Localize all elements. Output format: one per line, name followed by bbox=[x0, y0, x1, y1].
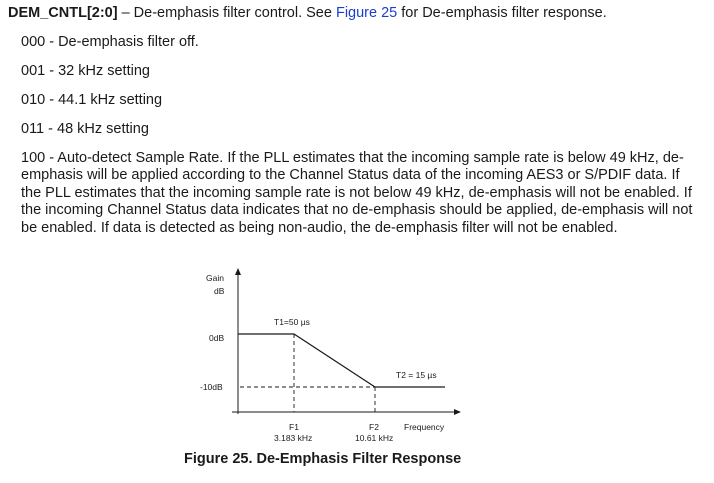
heading-description: – De-emphasis filter control. See bbox=[117, 5, 336, 21]
t1-label: T1=50 µs bbox=[274, 317, 310, 327]
x-axis-arrow bbox=[454, 409, 461, 415]
level-minus10db-label: -10dB bbox=[200, 382, 223, 392]
register-heading bbox=[8, 4, 607, 22]
y-axis-label-db: dB bbox=[214, 286, 225, 296]
f1-value: 3.183 kHz bbox=[274, 433, 313, 443]
paragraph-line: emphasis will be applied according to the Channel Status data of the incoming AES3 or S/PDIF data. If bbox=[21, 167, 680, 184]
figure-25-link[interactable]: Figure 25 bbox=[335, 5, 398, 21]
paragraph-line: 100 - Auto-detect Sample Rate. If the PLL estimates that the incoming sample rate is below 49 kHz, de- bbox=[21, 150, 684, 166]
y-axis-label-gain: Gain bbox=[206, 273, 224, 283]
paragraph-line: the PLL estimates that the incoming sample rate is not below 49 kHz, de-emphasis will not be enabled. If bbox=[21, 184, 692, 201]
f2-label: F2 bbox=[369, 422, 379, 432]
option-010: 010 - 44.1 kHz setting bbox=[21, 92, 163, 108]
t2-label: T2 = 15 µs bbox=[396, 370, 437, 380]
option-001: 001 - 32 kHz setting bbox=[21, 63, 150, 79]
option-100-paragraph bbox=[21, 150, 701, 237]
figure-caption: Figure 25. De-Emphasis Filter Response bbox=[184, 451, 462, 467]
heading-description-tail: for De-emphasis filter response. bbox=[397, 5, 607, 21]
paragraph-line: the incoming Channel Status data indicates that no de-emphasis should be applied, de-emphasis will not bbox=[21, 202, 693, 219]
option-011: 011 - 48 kHz setting bbox=[21, 121, 149, 137]
paragraph-line: be enabled. If data is detected as being non-audio, the de-emphasis filter will not be enabled. bbox=[21, 219, 618, 236]
x-axis-label: Frequency bbox=[404, 422, 445, 432]
level-0db-label: 0dB bbox=[209, 333, 225, 343]
register-name: DEM_CNTL[2:0] bbox=[8, 5, 118, 21]
option-000: 000 - De-emphasis filter off. bbox=[21, 34, 199, 50]
filter-response-diagram bbox=[0, 262, 714, 483]
f1-label: F1 bbox=[289, 422, 299, 432]
f2-value: 10.61 kHz bbox=[355, 433, 394, 443]
y-axis-arrow bbox=[235, 268, 241, 275]
de-emphasis-figure bbox=[0, 262, 714, 483]
